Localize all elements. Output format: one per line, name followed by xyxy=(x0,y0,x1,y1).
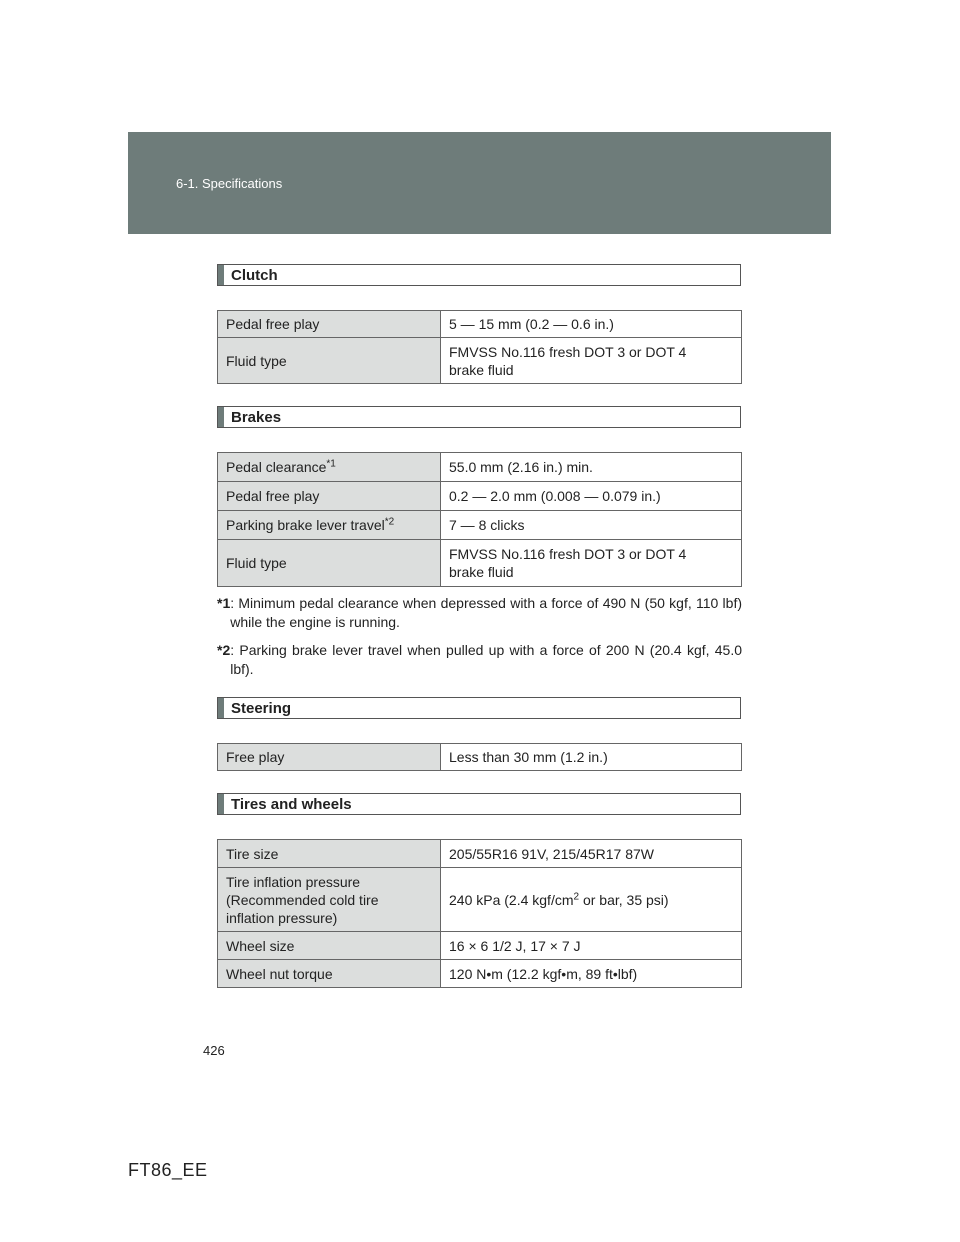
table-row xyxy=(218,540,742,587)
row-label: Wheel nut torque xyxy=(218,960,441,988)
value-line: FMVSS No.116 fresh DOT 3 or DOT 4 xyxy=(449,546,687,562)
page-number: 426 xyxy=(203,1043,225,1058)
section-title: Clutch xyxy=(231,266,278,284)
row-value: 205/55R16 91V, 215/45R17 87W xyxy=(441,840,742,868)
table-row xyxy=(218,840,742,868)
footnote-mark: *1 xyxy=(326,458,336,470)
row-value: 5 — 15 mm (0.2 — 0.6 in.) xyxy=(441,311,742,338)
row-value: 16 × 6 1/2 J, 17 × 7 J xyxy=(441,932,742,960)
section-clutch-heading xyxy=(217,264,741,286)
footnote-mark: *2 xyxy=(384,516,395,528)
row-value xyxy=(441,540,742,587)
label-line: inflation pressure) xyxy=(226,909,338,926)
label-line: (Recommended cold tire xyxy=(226,891,379,908)
section-tires-heading xyxy=(217,793,741,815)
row-label: Free play xyxy=(218,744,441,771)
row-label: Pedal free play xyxy=(218,311,441,338)
table-row xyxy=(218,744,742,771)
row-value: 55.0 mm (2.16 in.) min. xyxy=(441,453,742,482)
table-row xyxy=(218,482,742,511)
footnote-2 xyxy=(217,641,742,679)
table-row xyxy=(218,511,742,540)
row-value: Less than 30 mm (1.2 in.) xyxy=(441,744,742,771)
section-brakes-heading xyxy=(217,406,741,428)
row-label: Pedal free play xyxy=(218,482,441,511)
row-label: Parking brake lever travel$^{*2}$ xyxy=(218,511,441,540)
table-row xyxy=(218,868,742,932)
footer-code: FT86_EE xyxy=(128,1160,208,1180)
table-row xyxy=(218,311,742,338)
heading-bar xyxy=(218,794,224,814)
footnote-mark: *1 xyxy=(217,595,231,611)
heading-bar xyxy=(218,407,224,427)
footnote-1 xyxy=(217,594,742,632)
row-value: 0.2 — 2.0 mm (0.008 — 0.079 in.) xyxy=(441,482,742,511)
value-line: brake fluid xyxy=(449,361,514,378)
row-value: 120 N•m (12.2 kgf•m, 89 ft•lbf) xyxy=(441,960,742,988)
heading-bar xyxy=(218,265,224,285)
section-title: Tires and wheels xyxy=(231,795,352,813)
row-label: Wheel size xyxy=(218,932,441,960)
section-breadcrumb: 6-1. Specifications xyxy=(176,176,283,191)
section-title: Steering xyxy=(231,699,292,717)
table-row xyxy=(218,453,742,482)
row-label xyxy=(218,868,441,932)
row-value xyxy=(441,338,742,384)
clutch-table xyxy=(217,310,742,384)
value-line: brake fluid xyxy=(449,564,514,580)
row-label: Fluid type xyxy=(218,540,441,587)
heading-bar xyxy=(218,698,224,718)
label-line: Tire inflation pressure xyxy=(226,873,361,890)
row-label: Pedal clearance$^{*1}$ xyxy=(218,453,441,482)
tires-table xyxy=(217,839,742,988)
brakes-table xyxy=(217,452,742,587)
table-row xyxy=(218,932,742,960)
footnote-text: : Minimum pedal clearance when depressed with a force of 490 N (50 kgf, 110 lbf) while the engine is running. xyxy=(230,595,742,630)
footnote-mark: *2 xyxy=(217,642,231,658)
row-value: 240 kPa (2.4 kgf/$cm^2$ or bar, 35 psi) xyxy=(441,868,742,932)
table-row xyxy=(218,338,742,384)
row-label: Fluid type xyxy=(218,338,441,384)
section-steering-heading xyxy=(217,697,741,719)
value-line: FMVSS No.116 fresh DOT 3 or DOT 4 xyxy=(449,343,687,360)
section-title: Brakes xyxy=(231,408,282,426)
table-row xyxy=(218,960,742,988)
row-label: Tire size xyxy=(218,840,441,868)
footnote-text: : Parking brake lever travel when pulled up with a force of 200 N (20.4 kgf, 45.0 lbf). xyxy=(230,642,742,677)
row-value: 7 — 8 clicks xyxy=(441,511,742,540)
steering-table xyxy=(217,743,742,771)
